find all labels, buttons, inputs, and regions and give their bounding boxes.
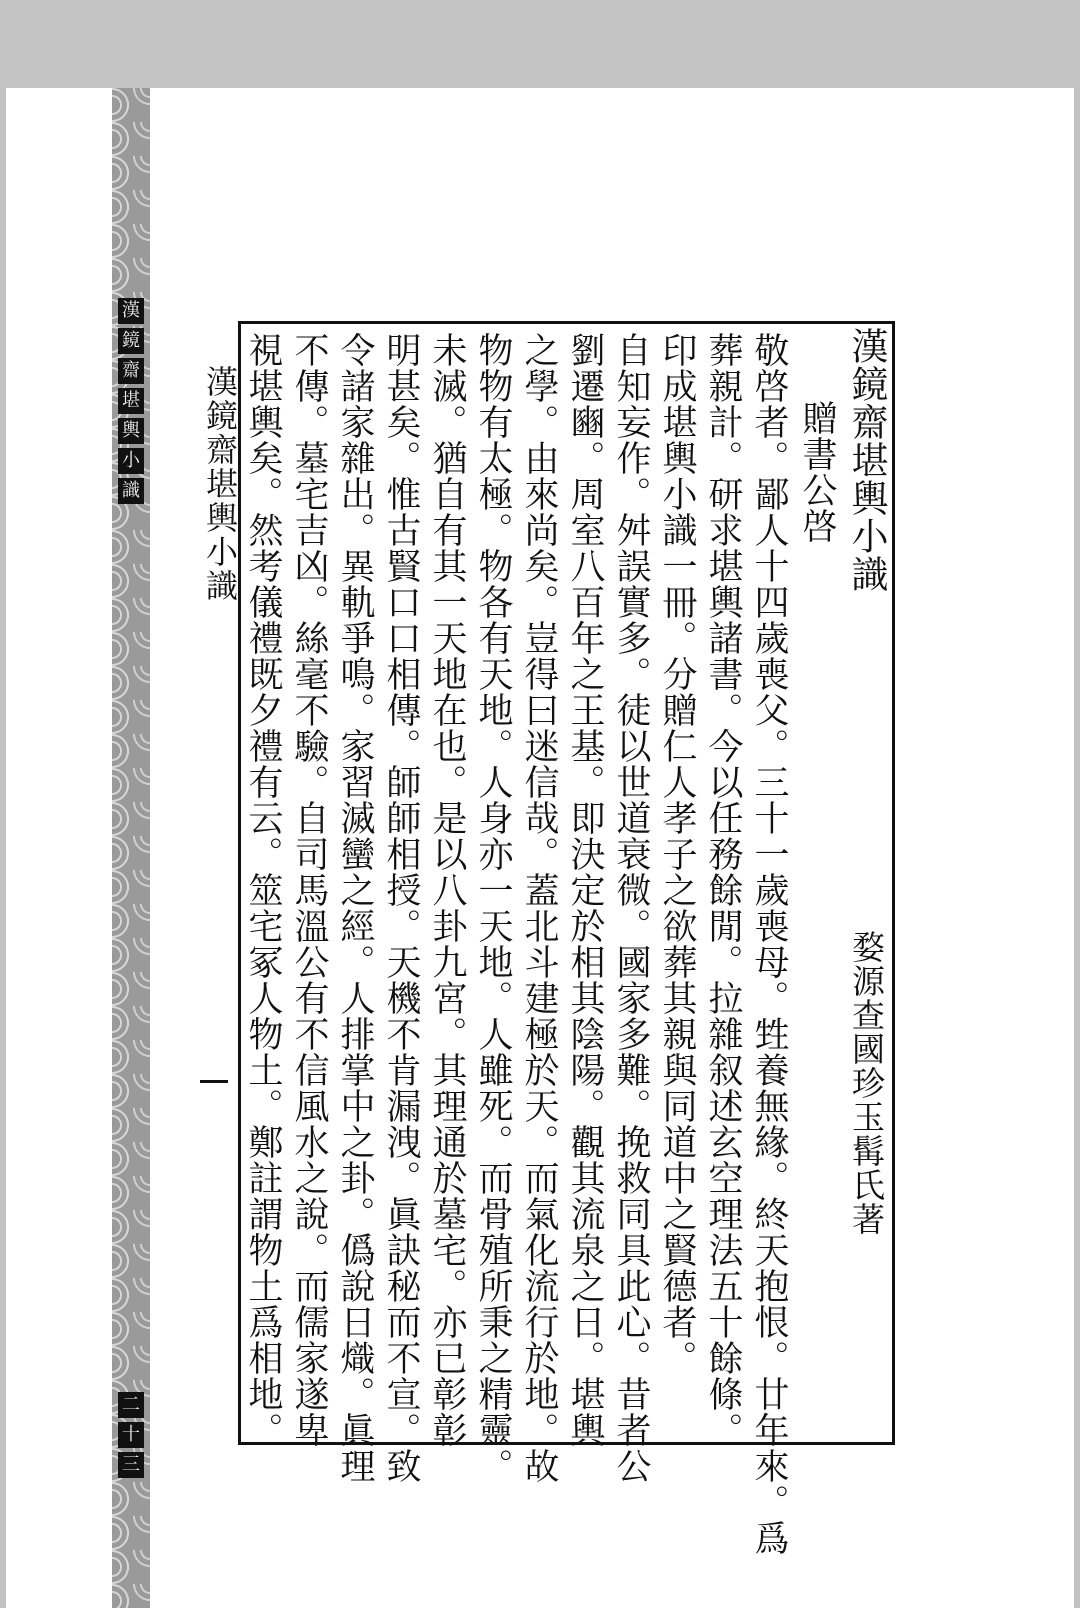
- text-column: 令諸家雜出。異軌爭鳴。家習滅蠻之經。人排掌中之卦。僞說日熾。眞理: [335, 332, 375, 1484]
- text-column: 之學。由來尚矣。豈得曰迷信哉。蓋北斗建極於天。而氣化流行於地。故: [519, 332, 559, 1484]
- spine-page-char: 十: [118, 1422, 144, 1448]
- text-column: 葬親計。研求堪輿諸書。今以任務餘閒。拉雜叙述玄空理法五十餘條。: [703, 332, 743, 1448]
- spine-title-char: 鏡: [118, 328, 144, 354]
- text-column: 劉遷豳。周室八百年之王基。即決定於相其陰陽。觀其流泉之日。堪輿: [565, 332, 605, 1448]
- text-column: 印成堪輿小識一冊。分贈仁人孝子之欲葬其親與同道中之賢德者。: [657, 332, 697, 1376]
- page-number: [200, 1080, 228, 1083]
- text-column: 自知妄作。舛誤實多。徒以世道衰微。國家多難。挽救同具此心。昔者公: [611, 332, 651, 1484]
- spine-page-number: [118, 1392, 144, 1482]
- text-column: 明甚矣。惟古賢口口相傳。師師相授。天機不肯漏洩。眞訣秘而不宣。致: [381, 332, 421, 1484]
- section-heading: 贈書公啓: [797, 400, 837, 544]
- text-column: 物物有太極。物各有天地。人身亦一天地。人雖死。而骨殖所秉之精靈。: [473, 332, 513, 1484]
- spine-title-char: 堪: [118, 388, 144, 414]
- text-column: 視堪輿矣。然考儀禮既夕禮有云。筮宅冢人物土。鄭註謂物土爲相地。: [243, 332, 283, 1448]
- book-title: 漢鏡齋堪輿小識: [845, 327, 888, 593]
- text-column: 敬啓者。鄙人十四歲喪父。三十一歲喪母。甡養無緣。終天抱恨。廿年來。爲: [749, 332, 789, 1556]
- text-column: 不傳。墓宅吉凶。絲毫不驗。自司馬溫公有不信風水之說。而儒家遂卑: [289, 332, 329, 1448]
- spine-title-char: 識: [118, 478, 144, 504]
- spine-title-char: 輿: [118, 418, 144, 444]
- spine-title-char: 齋: [118, 358, 144, 384]
- spine-title-char: 漢: [118, 298, 144, 324]
- author-line: 婺源查國珍玉髯氏著: [847, 930, 886, 1236]
- text-column: 未滅。猶自有其一天地在也。是以八卦九宮。其理通於墓宅。亦已彰彰: [427, 332, 467, 1448]
- spine-title-label: [118, 298, 144, 508]
- spine-page-char: 三: [118, 1452, 144, 1478]
- footer-book-title: 漢鏡齋堪輿小識: [201, 365, 239, 603]
- spine-title-char: 小: [118, 448, 144, 474]
- spine-page-char: 二: [118, 1392, 144, 1418]
